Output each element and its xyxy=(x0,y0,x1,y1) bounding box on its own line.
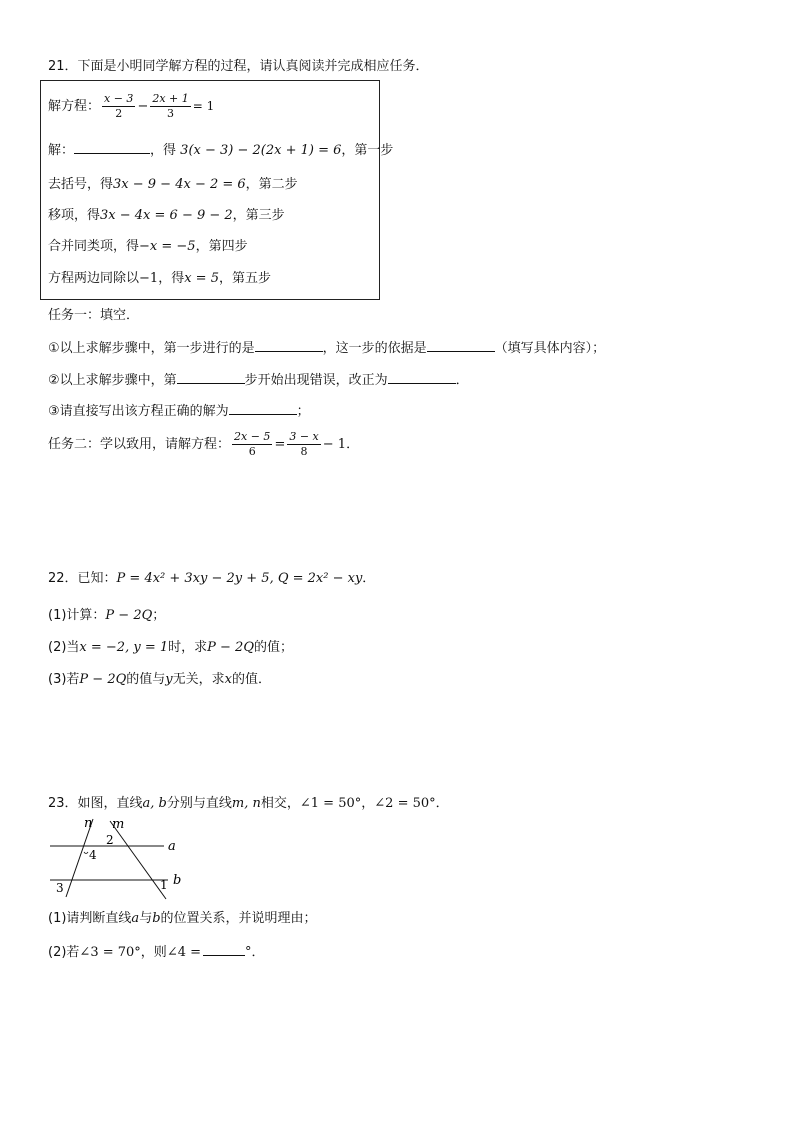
q22-p1-end: ； xyxy=(152,608,166,623)
step2-prefix: 去括号，得 xyxy=(48,177,114,192)
label-3: 3 xyxy=(56,881,64,895)
t2-frac1 xyxy=(232,430,272,459)
q22-title xyxy=(48,570,375,588)
q23-p2-prefix: (2)若 xyxy=(48,945,80,960)
q22-p3-prefix: (3)若 xyxy=(48,672,80,687)
q23-p2-mid: ，则 xyxy=(140,945,167,960)
t2-tail: − 1 xyxy=(322,437,347,452)
q22-p2-expr: x = −2, y = 1 xyxy=(79,640,169,655)
q21-equation xyxy=(48,92,214,121)
t2-frac2-den: 8 xyxy=(300,445,308,458)
q23-angle1: ∠1 = 50° xyxy=(299,796,362,811)
q23-figure xyxy=(44,815,194,900)
task2-prefix: 任务二：学以致用，请解方程： xyxy=(48,437,231,452)
q21-title: 21．下面是小明同学解方程的过程，请认真阅读并完成相应任务． xyxy=(48,59,429,74)
q22-part1 xyxy=(48,607,165,625)
task1-item3 xyxy=(48,401,310,421)
q22-title-end: ． xyxy=(362,571,376,586)
item2-blank-2 xyxy=(388,370,456,384)
t2-frac1-den: 6 xyxy=(248,445,256,458)
task2 xyxy=(48,430,359,459)
task1-item1 xyxy=(48,338,605,358)
step3-suffix: ，第三步 xyxy=(232,208,285,223)
angle-arc-4 xyxy=(84,852,88,854)
item3-text-a: ③请直接写出该方程正确的解为 xyxy=(48,404,229,419)
eq-frac2-num: 2x + 1 xyxy=(152,92,189,105)
step1-mid: ，得 xyxy=(150,143,177,158)
item1-blank-2 xyxy=(427,338,495,352)
q22-p3-expr: P − 2Q xyxy=(79,672,127,687)
q23-title-vars1: a, b xyxy=(142,796,167,811)
step4-prefix: 合并同类项，得 xyxy=(48,239,140,254)
q23-p1-a: a xyxy=(131,911,140,926)
task1-heading: 任务一：填空． xyxy=(48,308,140,323)
label-a: a xyxy=(168,839,176,854)
step1-prefix: 解： xyxy=(48,143,75,158)
q23-angle2: ∠2 = 50° xyxy=(374,796,436,811)
step2-expr: 3x − 9 − 4x − 2 = 6 xyxy=(113,177,246,192)
eq-frac1 xyxy=(102,92,135,121)
label-2: 2 xyxy=(106,833,114,847)
q22-p3-end: 的值． xyxy=(232,672,272,687)
t2-end: ． xyxy=(346,437,360,452)
q22-part3 xyxy=(48,671,271,689)
q23-title-vars2: m, n xyxy=(231,796,261,811)
q22-p3-var: y xyxy=(165,672,173,687)
step2 xyxy=(48,176,298,194)
q23-p1-b: b xyxy=(152,911,161,926)
label-1: 1 xyxy=(160,878,168,892)
task1-item2 xyxy=(48,370,469,390)
q23-p2-end: °． xyxy=(245,945,265,960)
eq-frac2-den: 3 xyxy=(167,107,175,120)
line-m xyxy=(110,821,166,899)
q23-title-mid: 分别与直线 xyxy=(166,796,232,811)
step4-expr: −x = −5 xyxy=(139,239,196,254)
label-n: n xyxy=(84,816,93,831)
item1-text-c: （填写具体内容）； xyxy=(494,341,606,356)
step4-suffix: ，第四步 xyxy=(195,239,248,254)
item3-blank xyxy=(229,401,297,415)
step1-suffix: ，第一步 xyxy=(341,143,394,158)
q23-title-mid2: 相交， xyxy=(260,796,300,811)
q22-p1-prefix: (1)计算： xyxy=(48,608,106,623)
eq-minus: − xyxy=(137,99,149,114)
q23-p2-blank xyxy=(203,942,245,956)
q23-part1 xyxy=(48,910,317,928)
step5 xyxy=(48,270,271,288)
eq-frac2 xyxy=(150,92,190,121)
item2-text-c: ． xyxy=(455,373,469,388)
q22-p2-prefix: (2)当 xyxy=(48,640,80,655)
step4 xyxy=(48,238,248,256)
eq-rhs: = 1 xyxy=(192,99,215,113)
item2-blank-1 xyxy=(177,370,245,384)
step5-expr: x = 5 xyxy=(184,271,219,286)
step3-prefix: 移项，得 xyxy=(48,208,101,223)
q23-title-prefix: 23．如图，直线 xyxy=(48,796,143,811)
q23-title xyxy=(48,795,449,813)
step5-prefix: 方程两边同除以 xyxy=(48,271,140,286)
eq-frac1-num: x − 3 xyxy=(104,92,134,105)
t2-frac2 xyxy=(287,430,320,459)
q22-p2-mid: 时，求 xyxy=(168,640,208,655)
q23-p1-end: 的位置关系，并说明理由； xyxy=(160,911,317,926)
eq-frac1-den: 2 xyxy=(115,107,123,120)
step3 xyxy=(48,207,285,225)
q22-title-prefix: 22．已知： xyxy=(48,571,117,586)
item1-text-a: ①以上求解步骤中，第一步进行的是 xyxy=(48,341,255,356)
q23-title-end: ． xyxy=(435,796,449,811)
step2-suffix: ，第二步 xyxy=(245,177,298,192)
q22-p3-mid: 的值与 xyxy=(126,672,166,687)
step1-blank xyxy=(74,140,150,154)
label-4: 4 xyxy=(89,848,97,862)
q22-p3-mid2: 无关，求 xyxy=(172,672,225,687)
q23-p2-expr: ∠3 = 70° xyxy=(79,945,141,960)
q22-part2 xyxy=(48,639,293,657)
q23-p1-prefix: (1)请判断直线 xyxy=(48,911,132,926)
item3-text-b: ； xyxy=(296,404,310,419)
q23-p2-expr2: ∠4 = xyxy=(166,945,202,960)
step1 xyxy=(48,140,393,160)
item2-text-b: 步开始出现错误，改正为 xyxy=(244,373,388,388)
q23-p1-mid: 与 xyxy=(139,911,153,926)
label-b: b xyxy=(173,873,182,888)
q23-sep: ， xyxy=(361,796,375,811)
t2-eq: = xyxy=(274,437,286,452)
step5-mid: ，得 xyxy=(158,271,185,286)
q22-title-expr: P = 4x² + 3xy − 2y + 5, Q = 2x² − xy xyxy=(116,571,363,586)
item1-blank-1 xyxy=(255,338,323,352)
q22-p1-expr: P − 2Q xyxy=(105,608,153,623)
t2-frac1-num: 2x − 5 xyxy=(234,430,271,443)
step1-expr: 3(x − 3) − 2(2x + 1) = 6 xyxy=(180,143,342,158)
q22-p3-var2: x xyxy=(224,672,232,687)
q22-p2-end: 的值； xyxy=(253,640,293,655)
step3-expr: 3x − 4x = 6 − 9 − 2 xyxy=(100,208,233,223)
label-m: m xyxy=(112,817,125,832)
item1-text-b: ，这一步的依据是 xyxy=(322,341,427,356)
step5-suffix: ，第五步 xyxy=(218,271,271,286)
q23-part2 xyxy=(48,942,265,962)
eq-label: 解方程： xyxy=(48,99,101,114)
step5-num: −1 xyxy=(139,271,159,286)
q22-p2-expr2: P − 2Q xyxy=(207,640,254,655)
item2-text-a: ②以上求解步骤中，第 xyxy=(48,373,177,388)
t2-frac2-num: 3 − x xyxy=(289,430,319,443)
